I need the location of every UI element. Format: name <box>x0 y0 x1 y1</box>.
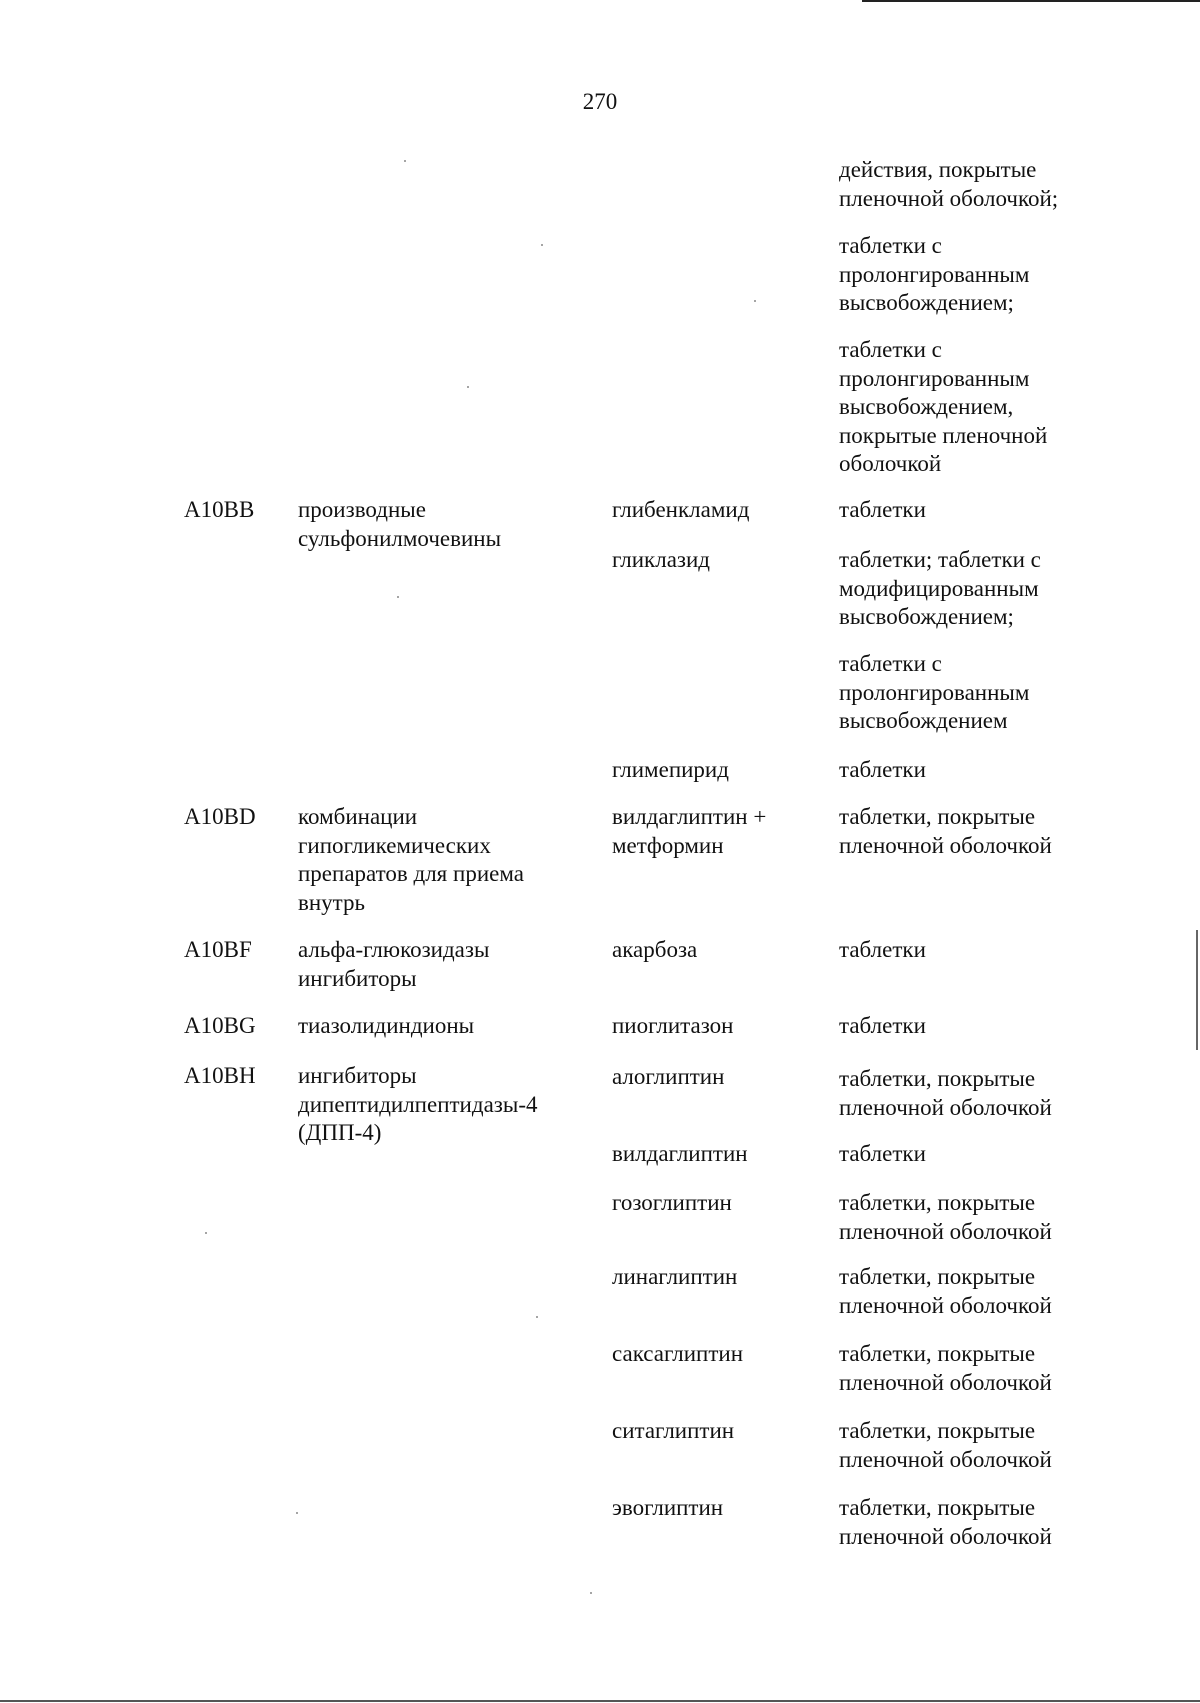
dosage-form: таблетки, покрытые пленочной оболочкой <box>839 1341 1052 1395</box>
dosage-form: таблетки с пролонгированным высвобождением <box>839 651 1030 733</box>
dosage-form: таблетки, покрытые пленочной оболочкой <box>839 1418 1052 1472</box>
drug-name-vildagliptin-metformin: вилдаглиптин + метформин <box>612 804 767 858</box>
page-number: 270 <box>582 89 618 114</box>
scan-speck <box>541 244 543 246</box>
group-name-a10bh: ингибиторы дипептидилпептидазы-4 (ДПП-4) <box>298 1063 538 1145</box>
dosage-form: таблетки, покрытые пленочной оболочкой <box>839 1190 1052 1244</box>
drug-name-gosogliptin: гозоглиптин <box>612 1190 732 1215</box>
drug-name-linagliptin: линаглиптин <box>612 1264 738 1289</box>
dosage-form: таблетки; таблетки с модифицированным высвобождением; <box>839 547 1041 629</box>
scan-speck <box>397 596 399 598</box>
drug-name-evogliptin: эвоглиптин <box>612 1495 724 1520</box>
scan-speck <box>754 300 756 302</box>
dosage-form: таблетки, покрытые пленочной оболочкой <box>839 804 1052 858</box>
dosage-form: таблетки <box>839 497 926 522</box>
dosage-form: таблетки, покрытые пленочной оболочкой <box>839 1066 1052 1120</box>
scan-speck <box>404 160 406 162</box>
drug-name-alogliptin: алоглиптин <box>612 1064 725 1089</box>
atc-code-a10bd: A10BD <box>184 804 256 829</box>
drug-name-gliclazide: гликлазид <box>612 547 711 572</box>
drug-name-saxagliptin: саксаглиптин <box>612 1341 744 1366</box>
scan-speck <box>296 1512 298 1514</box>
atc-code-a10bh: A10BH <box>184 1063 256 1088</box>
dosage-form: таблетки <box>839 757 926 782</box>
drug-name-sitagliptin: ситаглиптин <box>612 1418 735 1443</box>
scan-edge-bottom <box>0 1700 1200 1702</box>
continued-form-1: действия, покрытые пленочной оболочкой; <box>839 157 1059 211</box>
group-name-a10bf: альфа-глюкозидазы ингибиторы <box>298 937 490 991</box>
scan-speck <box>590 1592 592 1594</box>
dosage-form: таблетки <box>839 1013 926 1038</box>
drug-name-glibenclamide: глибенкламид <box>612 497 750 522</box>
drug-name-pioglitazone: пиоглитазон <box>612 1013 734 1038</box>
drug-name-vildagliptin: вилдаглиптин <box>612 1141 748 1166</box>
atc-code-a10bb: A10BB <box>184 497 255 522</box>
scan-speck <box>205 1232 207 1234</box>
dosage-form: таблетки, покрытые пленочной оболочкой <box>839 1495 1052 1549</box>
drug-name-glimepiride: глимепирид <box>612 757 729 782</box>
scan-edge-right <box>1196 930 1198 1050</box>
atc-code-a10bf: A10BF <box>184 937 252 962</box>
dosage-form: таблетки <box>839 1141 926 1166</box>
drug-name-acarbose: акарбоза <box>612 937 698 962</box>
group-name-a10bd: комбинации гипогликемических препаратов для приема внутрь <box>298 804 524 915</box>
scan-speck <box>467 386 469 388</box>
continued-form-3: таблетки с пролонгированным высвобождением, покрытые пленочной оболочкой <box>839 337 1048 476</box>
group-name-a10bg: тиазолидиндионы <box>298 1013 475 1038</box>
group-name-a10bb: производные сульфонилмочевины <box>298 497 502 551</box>
continued-form-2: таблетки с пролонгированным высвобождением; <box>839 233 1030 315</box>
atc-code-a10bg: A10BG <box>184 1013 256 1038</box>
dosage-form: таблетки <box>839 937 926 962</box>
dosage-form: таблетки, покрытые пленочной оболочкой <box>839 1264 1052 1318</box>
scan-edge-top <box>862 0 1200 2</box>
scan-speck <box>536 1316 538 1318</box>
